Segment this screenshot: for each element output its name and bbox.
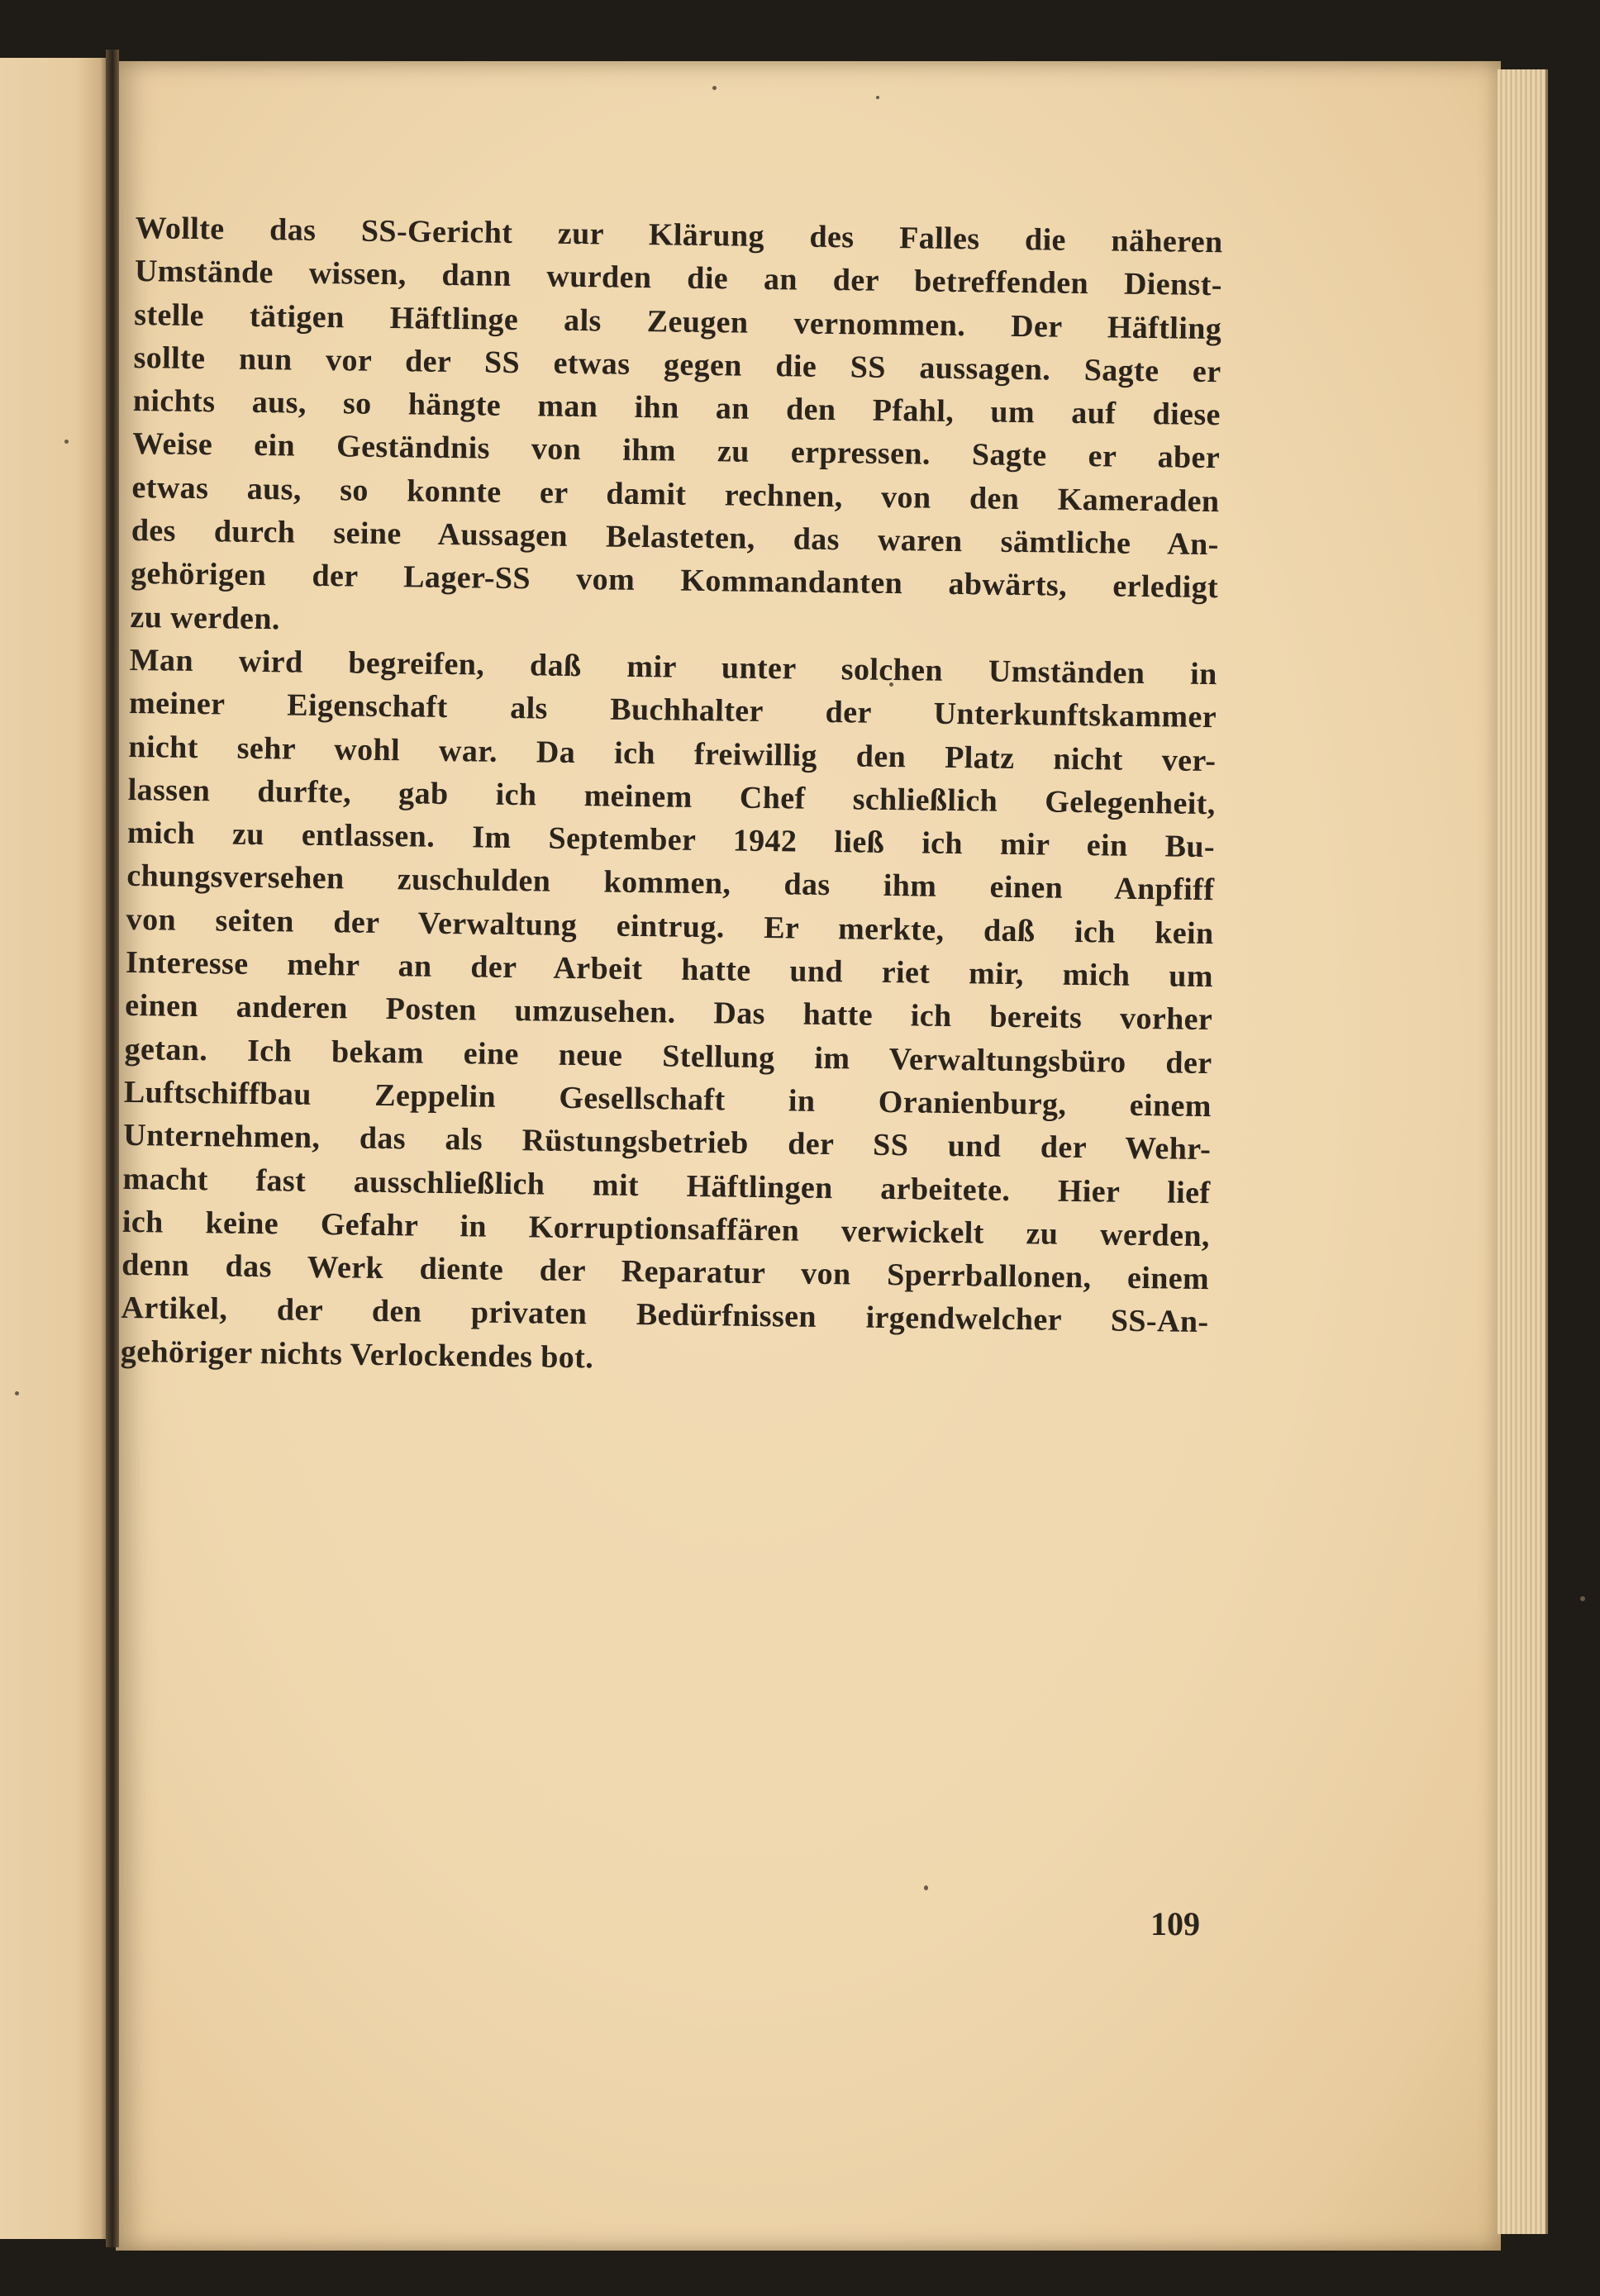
paper-speck xyxy=(1580,1596,1585,1601)
paper-speck xyxy=(712,86,717,90)
paragraph xyxy=(121,639,1218,1387)
text-line: Artikel, der den privaten Bedürfnissen irgendwelcher SS-An- xyxy=(121,1291,1209,1340)
page-number: 109 xyxy=(1150,1905,1200,1942)
text-line: Umstände wissen, dann wurden die an der betreffenden Dienst- xyxy=(134,254,1223,303)
paper-speck xyxy=(924,1885,928,1890)
book-gutter xyxy=(106,50,119,2247)
text-line: etwas aus, so konnte er damit rechnen, von den Kameraden xyxy=(131,469,1220,519)
text-line: Man wird begreifen, daß mir unter solchen Umständen in xyxy=(129,642,1217,692)
paper-speck xyxy=(876,96,879,99)
text-line: gehörigen der Lager-SS vom Kommandanten abwärts, erledigt xyxy=(130,556,1219,606)
left-page-edge xyxy=(0,58,109,2239)
text-line: Unternehmen, das als Rüstungsbetrieb der SS und der Wehr- xyxy=(123,1118,1212,1167)
text-line: von seiten der Verwaltung eintrug. Er merkte, daß ich kein xyxy=(126,901,1214,951)
text-line: Interesse mehr an der Arbeit hatte und riet mir, mich um xyxy=(125,944,1214,995)
text-line: mich zu entlassen. Im September 1942 ließ ich mir ein Bu- xyxy=(126,815,1216,865)
text-line: Wollte das SS-Gericht zur Klärung des Falles die näheren xyxy=(135,210,1223,260)
text-line: getan. Ich bekam eine neue Stellung im Verwaltungsbüro der xyxy=(124,1031,1212,1081)
text-line: sollte nun vor der SS etwas gegen die SS aussagen. Sagte er xyxy=(133,340,1221,390)
text-line: ich keine Gefahr in Korruptionsaffären verwickelt zu werden, xyxy=(121,1204,1211,1253)
text-line: stelle tätigen Häftlinge als Zeugen vernommen. Der Häftling xyxy=(134,297,1222,346)
text-line: meiner Eigenschaft als Buchhalter der Unterkunftskammer xyxy=(128,686,1217,735)
text-line: chungsversehen zuschulden kommen, das ihm einen Anpfiff xyxy=(126,858,1215,908)
text-line: einen anderen Posten umzusehen. Das hatte ich bereits vorher xyxy=(125,988,1213,1038)
text-line: Luftschiffbau Zeppelin Gesellschaft in Oranienburg, einem xyxy=(123,1074,1212,1124)
paragraph xyxy=(130,207,1223,653)
paper-speck xyxy=(64,440,69,444)
text-line: nichts aus, so hängte man ihn an den Pfahl, um auf diese xyxy=(132,383,1221,433)
text-line: lassen durfte, gab ich meinem Chef schließlich Gelegenheit, xyxy=(127,772,1216,822)
text-line: nicht sehr wohl war. Da ich freiwillig den Platz nicht ver- xyxy=(128,729,1217,778)
text-line: zu werden. xyxy=(130,599,281,637)
text-line: gehöriger nichts Verlockendes bot. xyxy=(120,1333,594,1376)
page-stack-edge xyxy=(1498,69,1548,2234)
text-line: macht fast ausschließlich mit Häftlingen arbeitete. Hier lief xyxy=(122,1161,1211,1210)
paper-speck xyxy=(15,1391,19,1395)
text-line: des durch seine Aussagen Belasteten, das waren sämtliche An- xyxy=(131,513,1220,563)
page-body-text xyxy=(121,207,1223,1387)
text-line: denn das Werk diente der Reparatur von Sperrballonen, einem xyxy=(121,1248,1210,1297)
text-line: Weise ein Geständnis von ihm zu erpressen. Sagte er aber xyxy=(131,426,1221,476)
